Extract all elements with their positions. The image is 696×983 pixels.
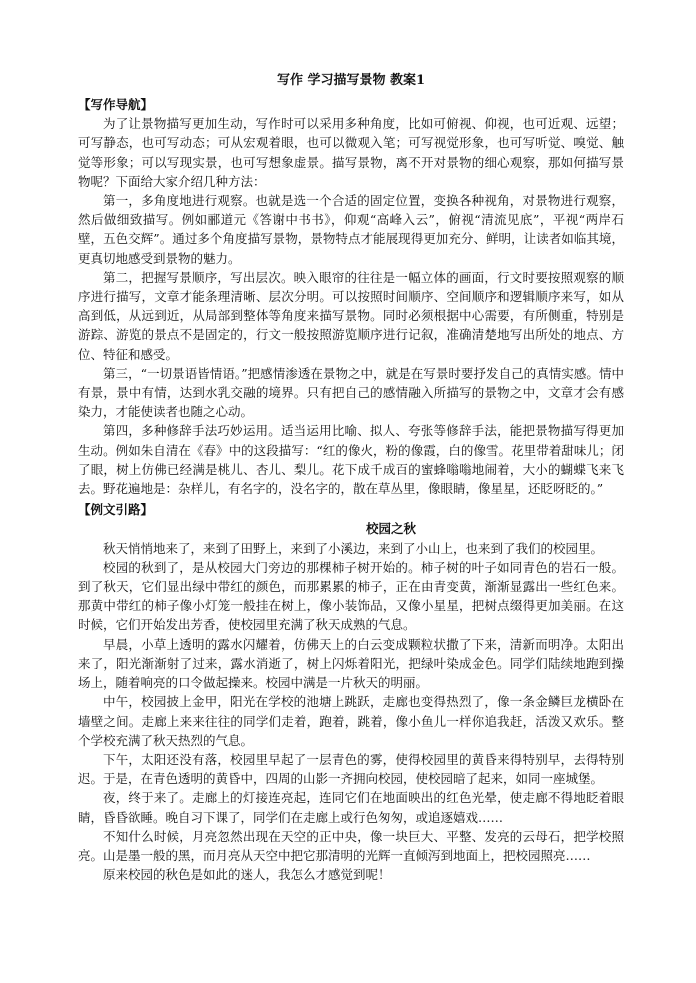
page-title: 写作 学习描写景物 教案1 (276, 73, 426, 88)
essay-paragraph-8: 原来校园的秋色是如此的迷人，我怎么才感觉到呢！ (103, 867, 391, 883)
guide-paragraph-1: 为了让景物描写更加生动，写作时可以采用多种角度，比如可俯视、仰视，也可近观、远望；可写静态，也可写动态；可从宏观着眼，也可以微观入笔；可写视觉形象，也可写听觉、嗅觉、触觉等形象；可以写现实景，也可写想象虚景。描写景物，离不开对景物的细心观察，那如何描写景物呢？下面给大家介绍几种方法： (78, 116, 624, 189)
essay-paragraph-4: 中午，校园披上金甲，阳光在学校的池塘上跳跃，走廊也变得热烈了，像一条金鳞巨龙横卧在墙壁之间。走廊上来来往往的同学们走着，跑着，跳着，像小鱼儿一样你追我赶，活泼又欢乐。整个学校充满了秋天热烈的气息。 (78, 694, 624, 748)
guide-paragraph-2: 第一，多角度地进行观察。也就是选一个合适的固定位置，变换各种视角，对景物进行观察，然后做细致描写。例如郦道元《答谢中书书》，仰观“高峰入云”，俯视“清流见底”，平视“两岸石壁，五色交辉”。通过多个角度描写景物，景物特点才能展现得更加充分、鲜明，让读者如临其境，更真切地感受到景物的魅力。 (78, 193, 624, 266)
essay-paragraph-3: 早晨，小草上透明的露水闪耀着，仿佛天上的白云变成颗粒状撒了下来，清新而明净。太阳出来了，阳光渐渐射了过来，露水消逝了，树上闪烁着阳光，把绿叶染成金色。同学们陆续地跑到操场上，随着响亮的口令做起操来。校园中满是一片秋天的明丽。 (78, 636, 624, 691)
guide-heading: 【写作导航】 (78, 97, 154, 112)
essay-paragraph-1: 秋天悄悄地来了，来到了田野上，来到了小溪边，来到了小山上，也来到了我们的校园里。 (103, 540, 604, 556)
document-page (78, 72, 624, 884)
essay-paragraph-5: 下午，太阳还没有落，校园里早起了一层青色的雾，使得校园里的黄昏来得特别早，去得特别迟。于是，在青色透明的黄昏中，四周的山影一齐拥向校园，使校园暗了起来，如同一座城堡。 (78, 751, 624, 787)
essay-paragraph-7: 不知什么时候，月亮忽然出现在天空的正中央，像一块巨大、平整、发亮的云母石，把学校照亮。山是墨一般的黑，而月亮从天空中把它那清明的光辉一直倾泻到地面上，把校园照亮…… (78, 828, 624, 863)
essay-paragraph-6: 夜，终于来了。走廊上的灯接连亮起，连同它们在地面映出的红色光晕，使走廊不得地眨着眼睛，昏昏欲睡。晚自习下课了，同学们在走廊上或行色匆匆，或追逐嬉戏…… (78, 790, 624, 825)
guide-paragraph-5: 第四，多种修辞手法巧妙运用。适当运用比喻、拟人、夸张等修辞手法，能把景物描写得更加生动。例如朱自清在《春》中的这段描写：“红的像火，粉的像霞，白的像雪。花里带着甜味儿；闭了眼，树上仿佛已经满是桃儿、杏儿、梨儿。花下成千成百的蜜蜂嗡嗡地闹着，大小的蝴蝶飞来飞去。野花遍地是：杂样儿，有名字的，没名字的，散在草丛里，像眼睛，像星星，还眨呀眨的。” (78, 423, 624, 497)
guide-paragraph-3: 第二，把握写景顺序，写出层次。映入眼帘的往往是一幅立体的画面，行文时要按照观察的顺序进行描写，文章才能条理清晰、层次分明。可以按照时间顺序、空间顺序和逻辑顺序来写，如从高到低，从远到近，从局部到整体等角度来描写景物。同时必须根据中心需要，有所侧重，特别是游踪、游览的景点不是固定的，行文一般按照游览顺序进行记叙，准确清楚地写出所处的地点、方位、特征和感受。 (78, 269, 624, 362)
essay-paragraph-2: 校园的秋到了，是从校园大门旁边的那棵柿子树开始的。柿子树的叶子如同青色的岩石一般。到了秋天，它们显出绿中带红的颜色，而那累累的柿子，正在由青变黄，渐渐显露出一些红色来。那黄中带红的柿子像小灯笼一般挂在树上，像小装饰品，又像小星星，把树点缀得更加美丽。在这时候，它们开始发出芳香，使校园里充满了秋天成熟的气息。 (78, 559, 624, 633)
guide-paragraph-4: 第三，“一切景语皆情语。”把感情渗透在景物之中，就是在写景时要抒发自己的真情实感。情中有景，景中有情，达到水乳交融的境界。只有把自己的感情融入所描写的景物之中，文章才会有感染力，才能使读者也随之心动。 (78, 365, 624, 420)
essay-title: 校园之秋 (365, 521, 416, 537)
example-heading: 【例文引路】 (78, 502, 154, 518)
